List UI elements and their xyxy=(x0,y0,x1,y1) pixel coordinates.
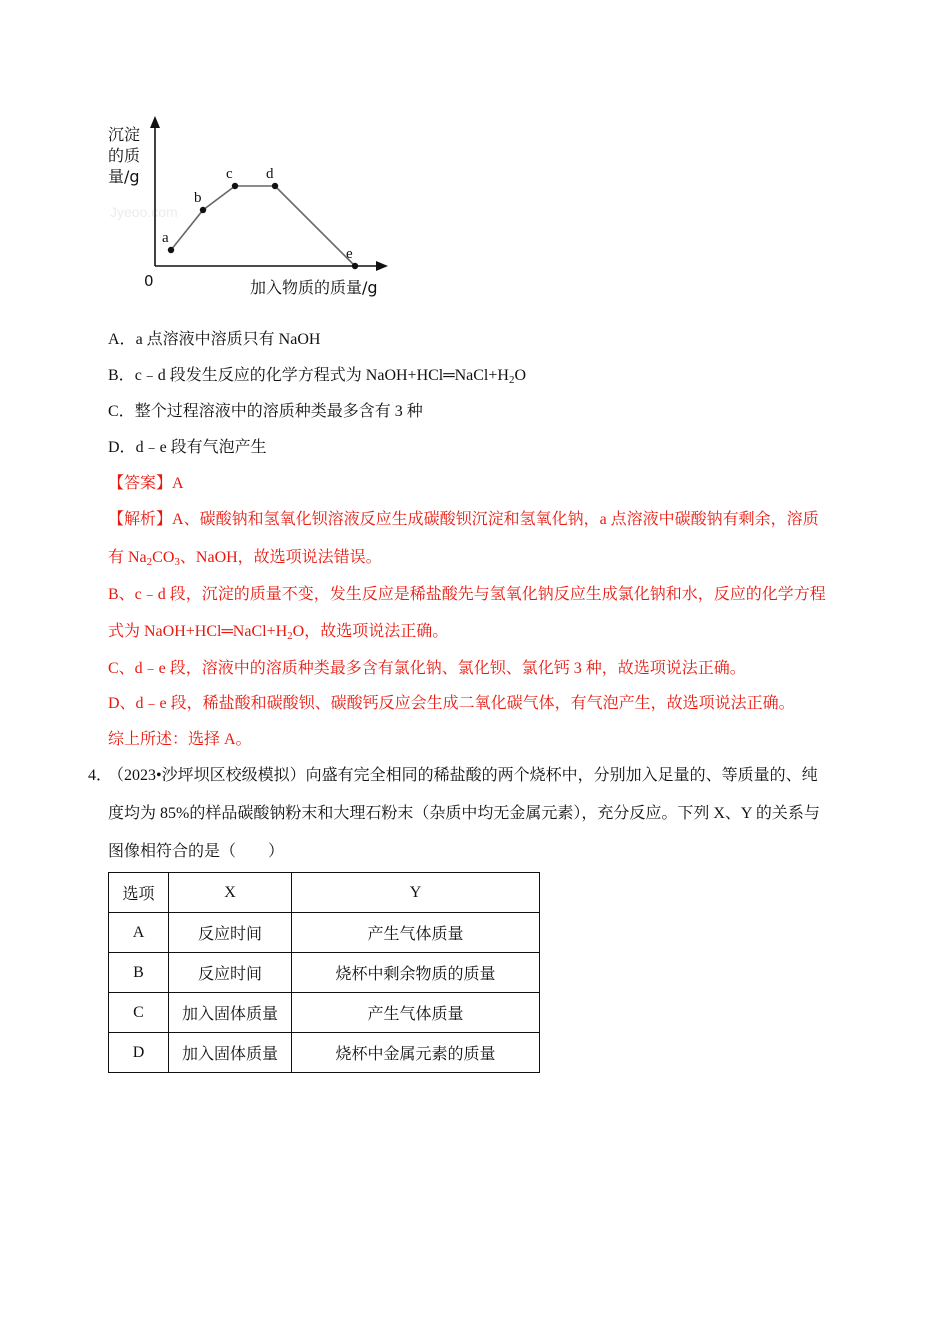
data-point-d xyxy=(272,183,278,189)
precipitate-mass-graph xyxy=(100,112,400,307)
table-cell: D xyxy=(109,1033,169,1073)
table-cell: 反应时间 xyxy=(169,953,292,993)
option-b xyxy=(108,366,526,386)
analysis-line-2 xyxy=(108,548,382,568)
table-cell: B xyxy=(109,953,169,993)
analysis-line-4 xyxy=(108,622,448,642)
x-axis-label: 加入物质的质量/g xyxy=(250,278,378,297)
table-header-cell: X xyxy=(169,873,292,913)
option-b-letter: B． xyxy=(108,367,135,384)
option-c-text: 整个过程溶液中的溶质种类最多含有 3 种 xyxy=(134,403,423,420)
data-points xyxy=(162,166,358,269)
answer-value: A xyxy=(172,475,184,492)
y-label-line-1: 沉淀 xyxy=(108,125,141,144)
data-point-label-a: a xyxy=(162,230,169,246)
analysis-line-1 xyxy=(108,510,819,530)
options-table xyxy=(108,872,540,1073)
option-d-text: d﹣e 段有气泡产生 xyxy=(135,439,267,456)
table-row xyxy=(109,953,540,993)
option-b-sub: 2 xyxy=(508,374,515,386)
analysis-sub-2a: 2 xyxy=(146,556,153,568)
analysis-sub-2b: 3 xyxy=(174,556,180,568)
option-a-text: a 点溶液中溶质只有 NaOH xyxy=(135,331,321,348)
analysis-line-3: B、c﹣d 段，沉淀的质量不变，发生反应是稀盐酸先与氢氧化钠反应生成氯化钠和水，反应的化学方程 xyxy=(108,586,826,603)
table-cell: 产生气体质量 xyxy=(292,913,540,953)
table-cell: C xyxy=(109,993,169,1033)
table-cell: 加入固体质量 xyxy=(169,993,292,1033)
table-row xyxy=(109,993,540,1033)
table-cell: 烧杯中剩余物质的质量 xyxy=(292,953,540,993)
question-line-1: （2023•沙坪坝区校级模拟）向盛有完全相同的稀盐酸的两个烧杯中，分别加入足量的、等质量的、纯 xyxy=(108,767,818,784)
answer-tag: 【答案】 xyxy=(108,475,173,492)
table-header-row xyxy=(109,873,540,913)
option-b-text: c﹣d 段发生反应的化学方程式为 NaOH+HCl═NaCl+H xyxy=(134,367,509,384)
y-axis-arrow xyxy=(150,116,160,128)
analysis-line-6: D、d﹣e 段，稀盐酸和碳酸钡、碳酸钙反应会生成二氧化碳气体，有气泡产生，故选项说法正确。 xyxy=(108,695,795,712)
option-c xyxy=(108,402,423,422)
option-b-text-post: O xyxy=(514,367,527,384)
table-header-cell: Y xyxy=(292,873,540,913)
question-number: 4． xyxy=(88,767,113,784)
analysis-text-2c: 、NaOH，故选项说法错误。 xyxy=(179,549,382,566)
data-point-c xyxy=(232,183,238,189)
analysis-text-4a: 式为 NaOH+HCl═NaCl+H xyxy=(108,623,288,640)
y-label-line-2: 的质 xyxy=(108,146,141,165)
origin-label: 0 xyxy=(144,272,154,290)
data-point-label-d: d xyxy=(266,166,274,182)
table-cell: 烧杯中金属元素的质量 xyxy=(292,1033,540,1073)
table-row xyxy=(109,1033,540,1073)
data-point-e xyxy=(352,263,358,269)
option-a-letter: A． xyxy=(108,331,136,348)
analysis-line-7: 综上所述：选择 A。 xyxy=(108,731,252,748)
analysis-line-5: C、d﹣e 段，溶液中的溶质种类最多含有氯化钠、氯化钡、氯化钙 3 种，故选项说法正确。 xyxy=(108,660,746,677)
analysis-text-2b: CO xyxy=(152,549,175,566)
table-cell: A xyxy=(109,913,169,953)
question-line-3: 图像相符合的是（ ） xyxy=(108,843,285,860)
option-d xyxy=(108,438,267,458)
data-point-b xyxy=(200,207,206,213)
table-cell: 反应时间 xyxy=(169,913,292,953)
y-label-line-3: 量/g xyxy=(108,167,140,186)
data-point-label-b: b xyxy=(194,190,202,206)
analysis-text-2a: 有 Na xyxy=(108,549,147,566)
data-point-label-c: c xyxy=(226,166,233,182)
data-point-a xyxy=(168,247,174,253)
analysis-text-1: A、碳酸钠和氢氧化钡溶液反应生成碳酸钡沉淀和氢氧化钠，a 点溶液中碳酸钠有剩余，溶质 xyxy=(172,511,819,528)
table-cell: 产生气体质量 xyxy=(292,993,540,1033)
question-line-2: 度均为 85%的样品碳酸钠粉末和大理石粉末（杂质中均无金属元素），充分反应。下列 X、Y 的关系与 xyxy=(108,805,820,822)
answer-line xyxy=(108,474,184,494)
analysis-sub-4: 2 xyxy=(287,630,293,642)
data-point-label-e: e xyxy=(346,246,353,262)
analysis-text-4b: O，故选项说法正确。 xyxy=(292,623,449,640)
option-d-letter: D． xyxy=(108,439,136,456)
table-header-cell: 选项 xyxy=(109,873,169,913)
x-axis-arrow xyxy=(376,261,388,271)
option-c-letter: C． xyxy=(108,403,135,420)
option-a xyxy=(108,330,320,350)
table-cell: 加入固体质量 xyxy=(169,1033,292,1073)
analysis-tag: 【解析】 xyxy=(108,511,173,528)
table-row xyxy=(109,913,540,953)
watermark: Jyeoo.com xyxy=(110,204,178,220)
